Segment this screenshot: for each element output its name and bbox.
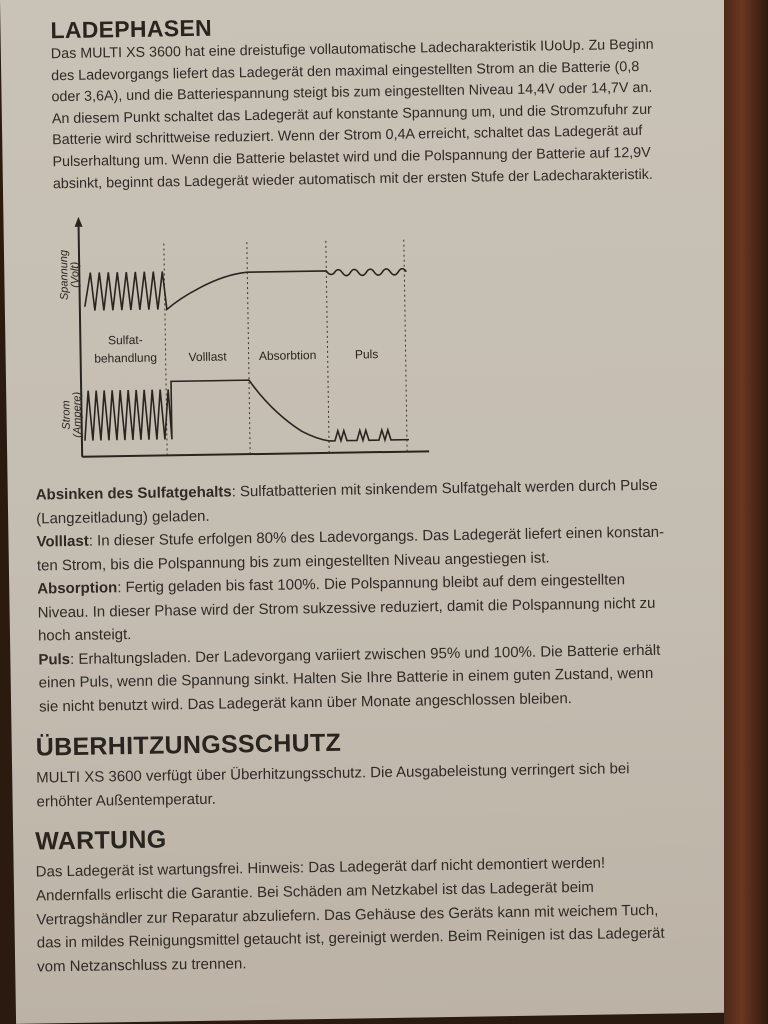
intro-line: Das MULTI XS 3600 hat eine dreistufige vollautomatische Ladecharakteristik IUoUp. Zu Beginn bbox=[50, 36, 654, 63]
background-edge bbox=[724, 0, 768, 1024]
phase-text: : Erhaltungsladen. Der Ladevorgang variiert zwischen 95% und 100%. Die Batterie erhält bbox=[69, 641, 661, 668]
intro-line: Pulserhaltung um. Wenn die Batterie belastet wird und die Polspannung der Batterie auf 12,9V bbox=[52, 144, 651, 171]
phase-description bbox=[38, 637, 709, 718]
intro-line: absinkt, beginnt das Ladegerät wieder automatisch mit der ersten Stufe der Ladecharakteristik. bbox=[52, 166, 653, 192]
phase-descriptions bbox=[36, 473, 710, 718]
maintenance-section bbox=[35, 817, 727, 980]
phase-description bbox=[37, 567, 708, 648]
phase-text: : In dieser Stufe erfolgen 80% des Ladevorgangs. Das Ladegerät liefert einen konstan- bbox=[88, 523, 665, 550]
phase-label-sulfat-2: behandlung bbox=[94, 350, 158, 366]
phase-term: Puls bbox=[38, 650, 71, 668]
overheat-section bbox=[36, 723, 717, 814]
phase-text: sie nicht benutzt wird. Das Ladegerät kann über Monate angeschlossen bleiben. bbox=[38, 689, 573, 715]
phase-text: ten Strom, bis die Polspannung bis zum eingestellten Niveau angestiegen ist. bbox=[36, 548, 550, 574]
section-title-maintenance: WARTUNG bbox=[35, 825, 167, 856]
maintenance-line: Andernfalls erlischt die Garantie. Bei Schäden am Netzkabel ist das Ladegerät beim bbox=[35, 878, 594, 905]
phase-term: Volllast bbox=[36, 532, 89, 551]
intro-line: Batterie wird schrittweise reduziert. Wenn der Strom 0,4A erreicht, schaltet das Ladegerät auf bbox=[52, 123, 643, 149]
section-title-ladephasen: LADEPHASEN bbox=[50, 14, 213, 44]
x-axis bbox=[82, 451, 429, 456]
phase-text: Niveau. In dieser Phase wird der Strom sukzessive reduziert, damit die Polspannung nicht zu bbox=[37, 594, 656, 621]
page-content bbox=[20, 7, 710, 976]
intro-paragraph bbox=[51, 34, 713, 196]
phase-text: : Sulfatbatterien mit sinkendem Sulfatgehalt werden durch Pulse bbox=[231, 476, 658, 501]
phase-label-absorbtion: Absorbtion bbox=[258, 348, 317, 363]
y-axis-arrow bbox=[74, 217, 82, 227]
maintenance-line: vom Netzanschluss zu trennen. bbox=[37, 955, 247, 976]
intro-section bbox=[50, 7, 713, 196]
phase-label-sulfat: Sulfat- bbox=[107, 332, 143, 348]
maintenance-line: Das Ladegerät ist wartungsfrei. Hinweis: Das Ladegerät darf nicht demontiert werden! bbox=[35, 854, 606, 881]
phase-text: (Langzeitladung) geladen. bbox=[36, 507, 210, 527]
overheat-line: MULTI XS 3600 verfügt über Überhitzungsschutz. Die Ausgabeleistung verringert sich bei bbox=[36, 760, 630, 787]
voltage-curve bbox=[84, 268, 407, 311]
intro-line: des Ladevorgangs liefert das Ladegerät den maximal eingestellten Strom an die Batterie (0,8 bbox=[51, 58, 640, 84]
overheat-paragraph bbox=[36, 756, 717, 814]
voltage-axis-label: Spannung bbox=[57, 249, 71, 301]
current-axis-label: Strom bbox=[60, 400, 73, 430]
phase-text: einen Puls, wenn die Spannung sinkt. Halten Sie Ihre Batterie in einem guten Zustand, wenn bbox=[38, 664, 654, 692]
phase-term: Absorption bbox=[37, 579, 118, 598]
phase-separator bbox=[247, 242, 250, 454]
voltage-axis-unit: (Volt) bbox=[69, 261, 82, 288]
phase-label-puls: Puls bbox=[354, 347, 379, 362]
maintenance-line: Vertragshändler zur Reparatur abzuliefern. Das Gehäuse des Geräts kann mit weichem Tuch, bbox=[36, 901, 659, 929]
current-curve bbox=[84, 378, 409, 445]
intro-line: An diesem Punkt schaltet das Ladegerät auf konstante Spannung um, und die Stromzufuhr zur bbox=[51, 101, 652, 127]
current-axis-unit: (Ampere) bbox=[71, 391, 84, 438]
phase-text: hoch ansteigt. bbox=[37, 626, 132, 645]
section-title-overheat: ÜBERHITZUNGSSCHUTZ bbox=[35, 728, 342, 762]
maintenance-paragraph bbox=[36, 850, 728, 980]
charging-phases-diagram bbox=[53, 209, 437, 465]
maintenance-line: das in mildes Reinigungsmittel getaucht ist, gereinigt werden. Beim Reinigen ist das Ladegerät bbox=[36, 925, 665, 952]
overheat-line: erhöhter Außentemperatur. bbox=[36, 790, 216, 811]
phase-label-volllast: Volllast bbox=[188, 349, 227, 365]
phase-term: Absinken des Sulfatgehalts bbox=[35, 483, 232, 504]
phase-text: : Fertig geladen bis fast 100%. Die Polspannung bleibt auf dem eingestellten bbox=[117, 571, 626, 597]
intro-line: oder 3,6A), und die Batteriespannung steigt bis zum eingestellten Niveau 14,4V oder 14,7V an. bbox=[51, 79, 653, 106]
